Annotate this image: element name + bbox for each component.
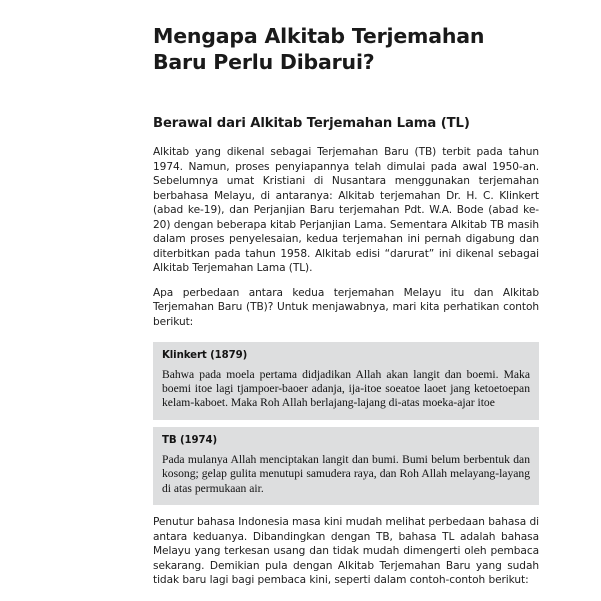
quote-box-text: Bahwa pada moela pertama didjadikan Allah akan langit dan boemi. Maka boemi itoe lagi tjampoer-baoer adanja, ija-itoe soeatoe laoet jang ketoetoepan kelam-kaboet. Maka Roh Allah berlajang-lajang di-atas moeka-ajar itoe xyxy=(162,367,530,410)
body-paragraph-3: Penutur bahasa Indonesia masa kini mudah melihat perbedaan bahasa di antara keduanya. Dibandingkan dengan TB, bahasa TL adalah bahasa Melayu yang terkesan usang dan tidak mudah dimengerti oleh pembaca sekarang. Demikian pula dengan Alkitab Terjemahan Baru yang sudah tidak baru lagi bagi pembaca kini, seperti dalam contoh-contoh berikut: xyxy=(153,516,539,587)
quote-box-tb xyxy=(153,427,539,505)
quote-box-label: Klinkert (1879) xyxy=(162,349,248,361)
quote-box-text: Pada mulanya Allah menciptakan langit dan bumi. Bumi belum berbentuk dan kosong; gelap gulita menutupi samudera raya, dan Roh Allah melayang-layang di atas permukaan air. xyxy=(162,452,530,495)
section-heading: Berawal dari Alkitab Terjemahan Lama (TL) xyxy=(153,116,470,131)
body-paragraph-1: Alkitab yang dikenal sebagai Terjemahan Baru (TB) terbit pada tahun 1974. Namun, proses penyiapannya telah dimulai pada awal 1950-an. Sebelumnya umat Kristiani di Nusantara menggunakan terjemahan berbahasa Melayu, di antaranya: Alkitab terjemahan Dr. H. C. Klinkert (abad ke-19), dan Perjanjian Baru terjemahan Pdt. W.A. Bode (abad ke-20) dengan beberapa kitab Perjanjian Lama. Sementara Alkitab TB masih dalam proses penyelesaian, kedua terjemahan ini pernah digabung dan diterbitkan pada tahun 1958. Alkitab edisi “darurat” ini dikenal sebagai Alkitab Terjemahan Lama (TL). xyxy=(153,146,539,275)
document-content-column xyxy=(153,0,539,588)
quote-box-label: TB (1974) xyxy=(162,434,218,446)
body-paragraph-2: Apa perbedaan antara kedua terjemahan Melayu itu dan Alkitab Terjemahan Baru (TB)? Untuk menjawabnya, mari kita perhatikan contoh berikut: xyxy=(153,286,539,329)
document-page xyxy=(40,0,560,601)
page-title: Mengapa Alkitab Terjemahan Baru Perlu Dibarui? xyxy=(153,24,485,74)
quote-box-klinkert xyxy=(153,342,539,420)
